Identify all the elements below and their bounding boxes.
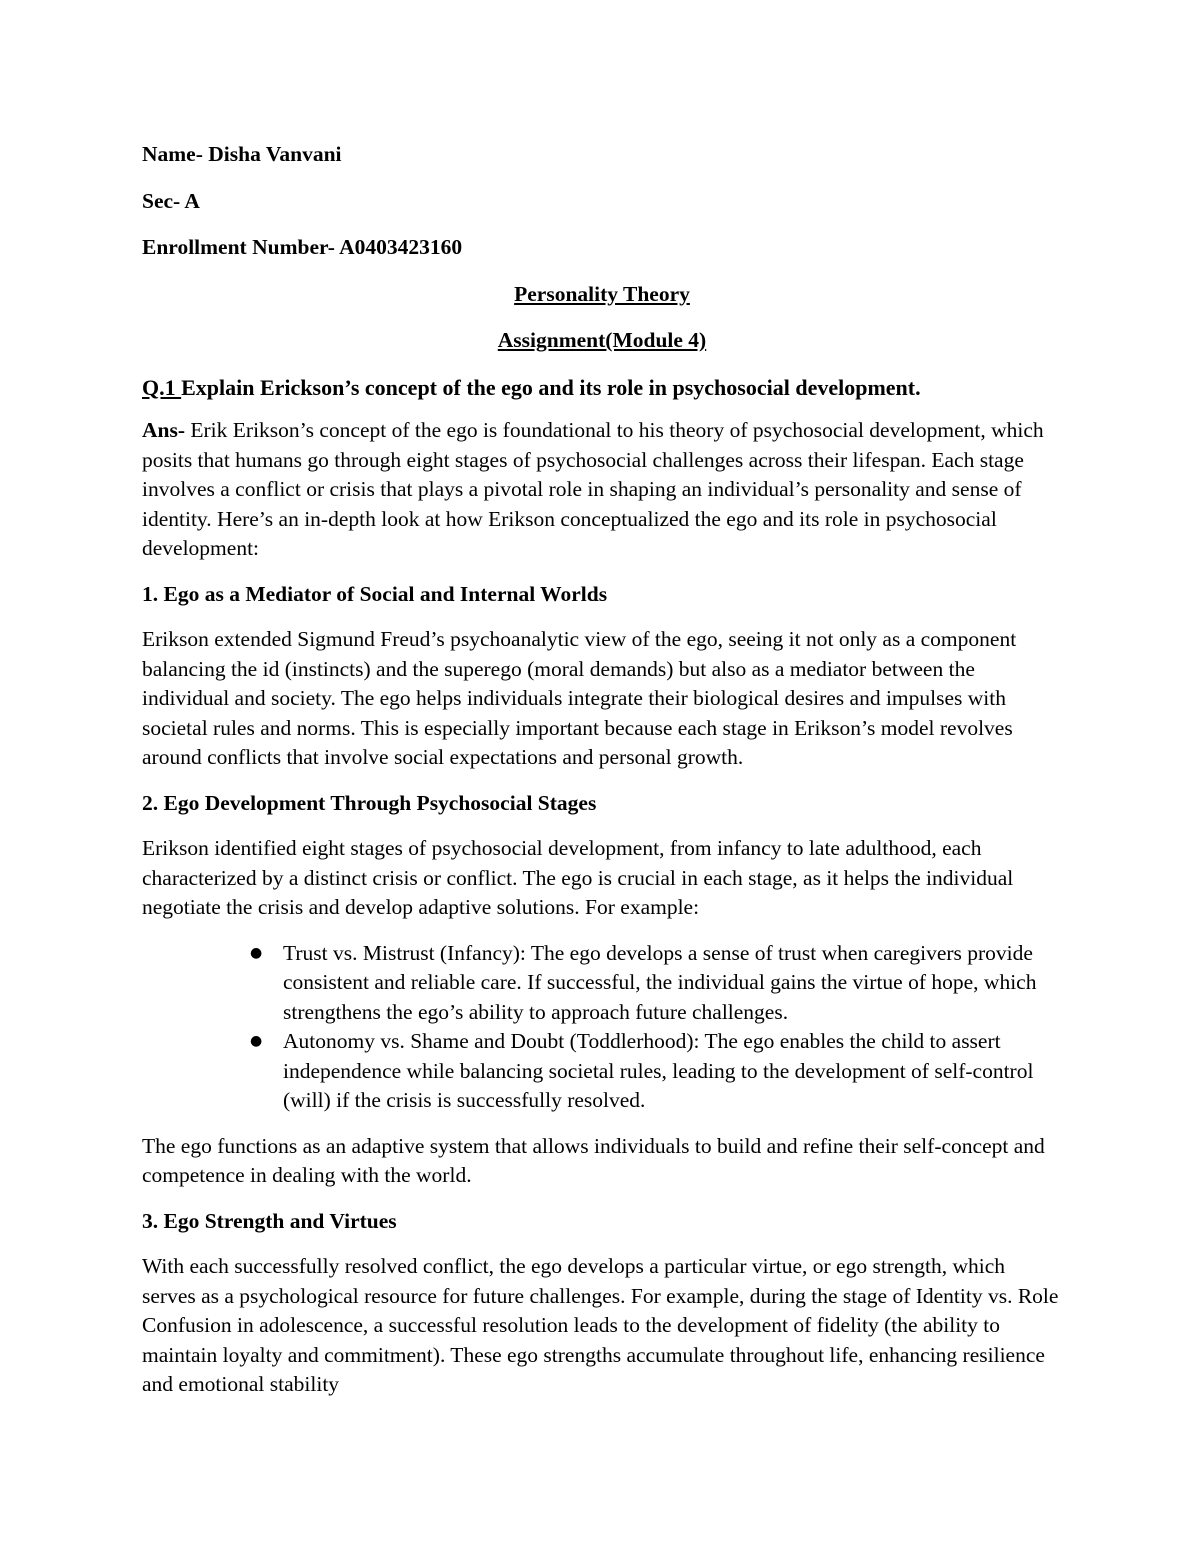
answer-text: Erik Erikson’s concept of the ego is foundational to his theory of psychosocial development, which posits that humans go through eight stages of psychosocial challenges across their lifespan. Each stage involves a conflict or crisis that plays a pivotal role in shaping an individual’s personality and sense of identity. Here’s an in-depth look at how Erikson conceptualized the ego and its role in psychosocial development: — [142, 418, 1044, 560]
section-2-heading: 2. Ego Development Through Psychosocial Stages — [142, 790, 597, 815]
section-line: Sec- A — [142, 188, 200, 213]
question-1 — [142, 373, 1062, 403]
answer-paragraph — [142, 416, 1062, 564]
stage-bullet-list — [142, 939, 1062, 1116]
bullet-text: Autonomy vs. Shame and Doubt (Toddlerhood): The ego enables the child to assert independence while balancing societal rules, leading to the development of self-control (will) if the crisis is successfully resolved. — [283, 1029, 1034, 1112]
section-2-paragraph: Erikson identified eight stages of psychosocial development, from infancy to late adulthood, each characterized by a distinct crisis or conflict. The ego is crucial in each stage, as it helps the individual negotiate the crisis and develop adaptive solutions. For example: — [142, 836, 1014, 919]
section-3-paragraph: With each successfully resolved conflict, the ego develops a particular virtue, or ego strength, which serves as a psychological resource for future challenges. For example, during the stage of Identity vs. Role Confusion in adolescence, a successful resolution leads to the development of fidelity (the ability to maintain loyalty and commitment). These ego strengths accumulate throughout life, enhancing resilience and emotional stability — [142, 1254, 1059, 1396]
student-name: Name- Disha Vanvani — [142, 142, 342, 166]
answer-label: Ans- — [142, 418, 186, 442]
document-page — [142, 140, 1062, 1416]
section-1-paragraph: Erikson extended Sigmund Freud’s psychoanalytic view of the ego, seeing it not only as a component balancing the id (instincts) and the superego (moral demands) but also as a mediator between the individual and society. The ego helps individuals integrate their biological desires and impulses with societal rules and norms. This is especially important because each stage in Erikson’s model revolves around conflicts that involve social expectations and personal growth. — [142, 627, 1017, 769]
section-3-heading: 3. Ego Strength and Virtues — [142, 1208, 397, 1233]
question-number: Q.1 — [142, 374, 182, 400]
list-item — [142, 939, 1062, 1028]
list-item — [142, 1027, 1062, 1116]
section-1-heading: 1. Ego as a Mediator of Social and Internal Worlds — [142, 581, 608, 606]
question-text: Explain Erickson’s concept of the ego and its role in psychosocial development. — [181, 374, 921, 400]
bullet-icon: ● — [250, 944, 263, 961]
enrollment-number: Enrollment Number- A0403423160 — [142, 235, 463, 259]
bullet-text: Trust vs. Mistrust (Infancy): The ego develops a sense of trust when caregivers provide consistent and reliable care. If successful, the individual gains the virtue of hope, which strengthens the ego’s ability to approach future challenges. — [283, 940, 1037, 1024]
section-2-closing: The ego functions as an adaptive system that allows individuals to build and refine their self-concept and competence in dealing with the world. — [142, 1133, 1045, 1187]
document-subtitle: Assignment(Module 4) — [497, 328, 707, 352]
bullet-icon: ● — [250, 1033, 263, 1049]
document-title: Personality Theory — [514, 281, 690, 306]
